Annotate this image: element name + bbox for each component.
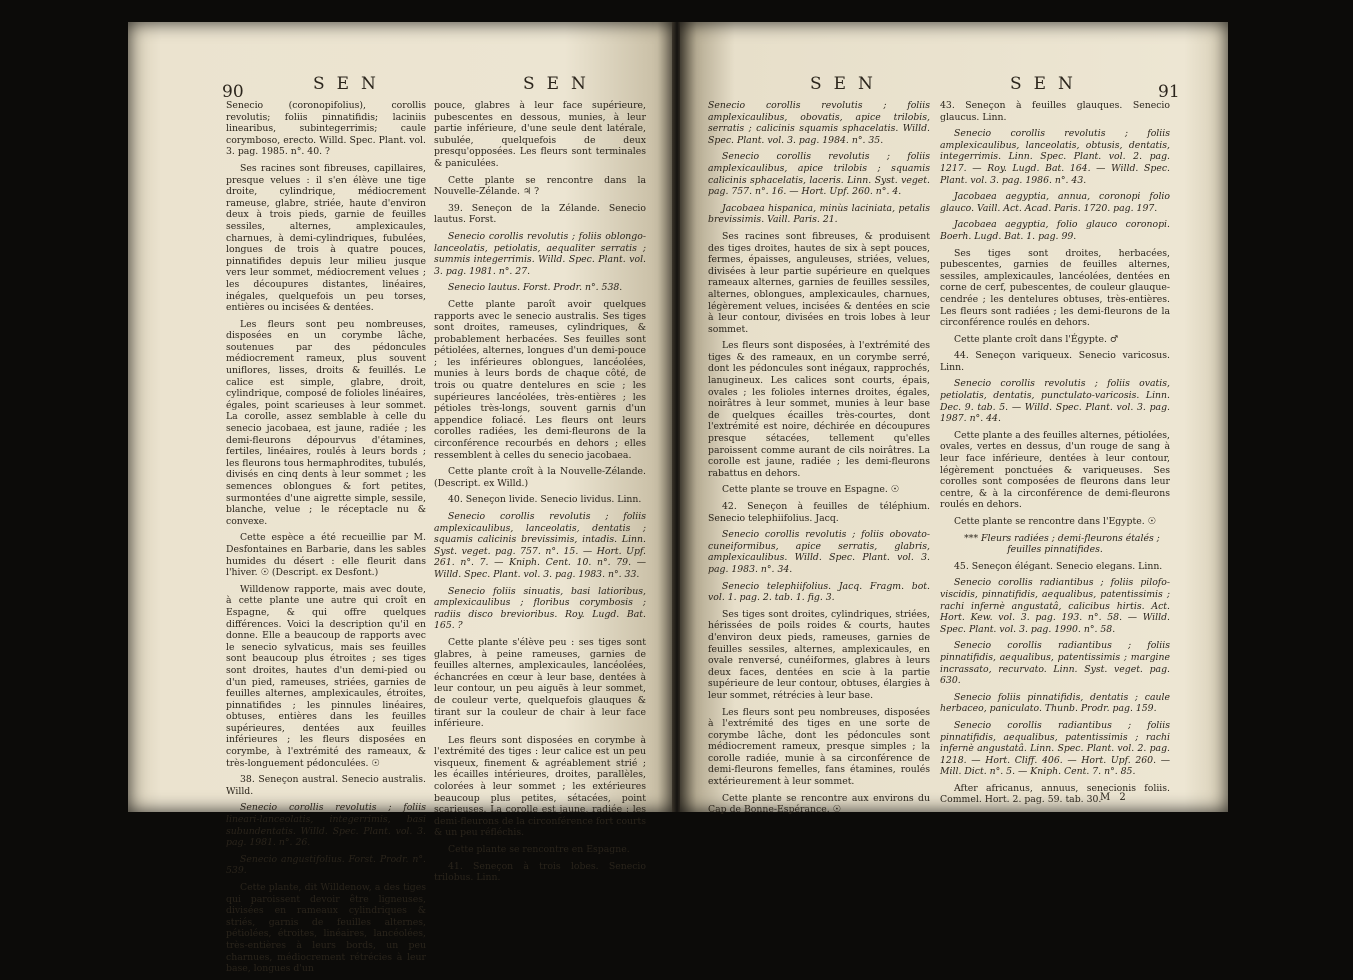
paragraph: Senecio corollis revolutis ; foliis oblongo-lanceolatis, petiolatis, aequaliter serratis ; summis integerrimis. Willd. Spec. Plant. vol. 3. pag. 1981. n°. 27. — [434, 230, 646, 277]
right-column-2 — [940, 100, 1170, 811]
paragraph: After africanus, annuus, senecionis foliis. Commel. Hort. 2. pag. 59. tab. 30. — [940, 782, 1170, 806]
paragraph: Ses tiges sont droites, herbacées, pubescentes, garnies de feuilles alternes, sessiles, amplexicaules, lancéolées, dentées en corne de cerf, pubescentes, de couleur glauque-cendrée ; les dentelures obtuses, très-entières. Les fleurs sont radiées ; les demi-fleurons de la circonférence roulés en dehors. — [940, 247, 1170, 329]
species-heading: 38. Seneçon austral. Senecio australis. Willd. — [226, 774, 426, 797]
paragraph: Willdenow rapporte, mais avec doute, à cette plante une autre qui croît en Espagne, & qui offre quelques différences. Voici la description qu'il en donne. Elle a beaucoup de rapports avec le senecio sylvaticus, mais ses feuilles sont beaucoup plus étroites ; ses tiges sont droites, hautes d'un demi-pied ou d'un pied, rameuses, striées, garnies de feuilles alternes, amplexicaules, étroites, pinnatifides ; les pinnules linéaires, obtuses, entières dans les feuilles supérieures, dentées aux feuilles inférieures ; les fleurs disposées en corymbe, à l'extrémité des rameaux, & très-longuement pédonculées. ☉ — [226, 583, 426, 769]
paragraph: Senecio corollis revolutis ; foliis amplexicaulibus, obovatis, apice trilobis, serratis ; calicinis squamis sphacelatis. Willd. Spec. Plant. vol. 3. pag. 1984. n°. 35. — [708, 100, 930, 146]
paragraph: Cette plante se rencontre dans l'Egypte. ☉ — [954, 516, 1156, 527]
left-running-head-1: SEN — [313, 74, 388, 94]
paragraph: Les fleurs sont disposées en corymbe à l'extrémité des tiges : leur calice est un peu visqueux, finement & agréablement strié ; les écailles intérieures, droites, parallèles, colorées à leur sommet ; les extérieures beaucoup plus petites, sétacées, point scarieuses. La corolle est jaune, radiée ; les demi-fleurons de la circonférence fort courts & un peu réfléchis. — [434, 734, 646, 839]
right-running-head-1: SEN — [810, 74, 885, 94]
paragraph: Senecio corollis radiantibus ; foliis pinnatifidis, aequalibus, patentissimis ; margine incrassato, recurvato. Linn. Syst. veget. pag. 630. — [940, 640, 1170, 687]
paragraph: Cette plante croît dans l'Égypte. ♂ — [954, 333, 1119, 345]
paragraph: Les fleurs sont disposées, à l'extrémité des tiges & des rameaux, en un corymbe serré, dont les pédoncules sont inégaux, rapprochés, lanugineux. Les calices sont courts, épais, ovales ; les folioles internes droites, égales, noirâtres à leur sommet, munies à leur base de quelques écailles très-courtes, dont l'extrémité est noire, déchirée en découpures presque sétacées, tellement qu'elles paroissent comme aurant de cils noirâtres. La corolle est jaune, radiée ; les demi-fleurons rabattus en dehors. — [708, 340, 930, 479]
right-running-head-2: SEN — [1010, 74, 1085, 94]
paragraph: Cette plante a des feuilles alternes, pétiolées, ovales, vertes en dessus, d'un rouge de sang à leur face inférieure, dentées à leur contour, légèrement ponctuées & variqueuses. Ses corolles sont composées de fleurons dans leur centre, & à la circonférence de demi-fleurons roulés en dehors. — [940, 429, 1170, 511]
left-page-number: 90 — [222, 82, 244, 102]
paragraph: Senecio telephiifolius. Jacq. Fragm. bot. vol. 1. pag. 2. tab. 1. fig. 3. — [708, 580, 930, 604]
section-heading: *** Fleurs radiées ; demi-fleurons étalés ; feuilles pinnatifides. — [964, 532, 1160, 556]
paragraph: Ses racines sont fibreuses, capillaires, presque velues : il s'en élève une tige droite, cylindrique, médiocrement rameuse, glabre, striée, haute d'environ deux à trois pieds, garnie de feuilles sessiles, alternes, amplexicaules, charnues, à demi-cylindriques, fubulées, longues de trois à quatre pouces, pinnatifides depuis leur milieu jusque vers leur sommet, médiocrement velues ; les découpures distantes, linéaires, inégales, quelquefois un peu torses, entières ou incisées & dentées. — [226, 162, 426, 314]
right-page — [680, 22, 1228, 816]
paragraph: Jacobaea aegyptia, folio glauco coronopi. Boerh. Lugd. Bat. 1. pag. 99. — [940, 219, 1170, 242]
paragraph: Senecio corollis radiantibus ; foliis pinnatifidis, aequalibus, patentissimis ; rachi infernè angustatâ. Linn. Spec. Plant. vol. 2. pag. 1218. — Hort. Cliff. 406. — Hort. Upf. 260. — Mill. Dict. n°. 5. — Kniph. Cent. 7. n°. 85. — [940, 719, 1170, 778]
paragraph: Senecio corollis revolutis ; foliis obovato-cuneiformibus, apice serratis, glabris, amplexicaulibus. Willd. Spec. Plant. vol. 3. pag. 1983. n°. 34. — [708, 529, 930, 575]
paragraph: Senecio corollis revolutis ; foliis amplexicaulibus, lanceolatis, dentatis ; squamis calicinis brevissimis, intadis. Linn. Syst. veget. pag. 757. n°. 15. — Hort. Upf. 261. n°. 7. — Kniph. Cent. 10. n°. 79. — Willd. Spec. Plant. vol. 3. pag. 1983. n°. 33. — [434, 511, 646, 580]
species-heading: 42. Seneçon à feuilles de téléphium. Senecio telephiifolius. Jacq. — [708, 501, 930, 524]
species-heading: 45. Seneçon élégant. Senecio elegans. Linn. — [954, 560, 1163, 572]
paragraph: Ses racines sont fibreuses, & produisent des tiges droites, hautes de six à sept pouces, fermes, épaisses, anguleuses, striées, velues, divisées à leur partie supérieure en quelques rameaux alternes, garnies de feuilles sessiles, alternes, oblongues, amplexicaules, charnues, légèrement velues, incisées & dentées en scie à leur contour, divisées en trois lobes à leur sommet. — [708, 230, 930, 335]
paragraph: Senecio lautus. Forst. Prodr. n°. 538. — [448, 282, 623, 294]
left-column-2 — [434, 100, 646, 889]
paragraph: Senecio corollis radiantibus ; foliis pilofo-viscidis, pinnatifidis, aequalibus, patentissimis ; rachi infernè angustatâ, calicibus hirtis. Act. Hort. Kew. vol. 3. pag. 193. n°. 58. — Willd. Spec. Plant. vol. 3. pag. 1990. n°. 58. — [940, 577, 1170, 635]
paragraph: pouce, glabres à leur face supérieure, pubescentes en dessous, munies, à leur partie inférieure, d'une seule dent latérale, subulée, quelquefois de deux presqu'opposées. Les fleurs sont terminales & paniculées. — [434, 100, 646, 169]
species-heading: 43. Seneçon à feuilles glauques. Senecio glaucus. Linn. — [940, 100, 1170, 123]
paragraph: Senecio corollis revolutis ; foliis amplexicaulibus, apice trilobis ; squamis calicinis sphacelatis, laceris. Linn. Syst. veget. pag. 757. n°. 16. — Hort. Upf. 260. n°. 4. — [708, 151, 930, 198]
signature-mark: M 2 — [1100, 792, 1129, 803]
left-running-head-2: SEN — [523, 74, 598, 94]
paragraph: Ses tiges sont droites, cylindriques, striées, hérissées de poils roides & courts, hautes d'environ deux pieds, rameuses, garnies de feuilles sessiles, alternes, amplexicaules, en ovale renversé, cunéiformes, glabres à leurs deux faces, dentées en scie à la partie supérieure de leur contour, obtuses, élargies à leur sommet, rétrécies à leur base. — [708, 608, 930, 701]
paragraph: Jacobaea aegyptia, annua, coronopi folio glauco. Vaill. Act. Acad. Paris. 1720. pag. 197. — [940, 191, 1170, 214]
paragraph: Cette plante croît à la Nouvelle-Zélande. (Descript. ex Willd.) — [434, 466, 646, 489]
right-page-number: 91 — [1158, 82, 1180, 102]
paragraph: Senecio corollis revolutis ; foliis ovatis, petiolatis, dentatis, punctulato-varicosis. Linn. Dec. 9. tab. 5. — Willd. Spec. Plant. vol. 3. pag. 1987. n°. 44. — [940, 378, 1170, 425]
paragraph: Senecio corollis revolutis ; foliis amplexicaulibus, lanceolatis, obtusis, dentatis, integerrimis. Linn. Spec. Plant. vol. 2. pag. 1217. — Roy. Lugd. Bat. 164. — Willd. Spec. Plant. vol. 3. pag. 1986. n°. 43. — [940, 128, 1170, 186]
right-column-1 — [708, 100, 930, 821]
paragraph: Cette plante paroît avoir quelques rapports avec le senecio australis. Ses tiges sont droites, rameuses, cylindriques, & probablement herbacées. Ses feuilles sont pétiolées, alternes, longues d'un demi-pouce ; les inférieures oblongues, lancéolées, munies à leurs bords de chaque côté, de trois ou quatre dentelures en scie ; les supérieures lancéolées, très-entières ; les pétioles très-longs, souvent garnis d'un appendice foliacé. Les fleurs ont leurs corolles radiées, les demi-fleurons de la circonférence recourbés en dehors ; elles ressemblent à celles du senecio jacobaea. — [434, 298, 646, 461]
paragraph: Senecio corollis revolutis ; foliis lineari-lanceolatis, integerrimis, basi subundentatis. Willd. Spec. Plant. vol. 3. pag. 1981. n°. 26. — [226, 802, 426, 849]
species-heading: 39. Seneçon de la Zélande. Senecio lautus. Forst. — [434, 202, 646, 226]
paragraph: Cette espèce a été recueillie par M. Desfontaines en Barbarie, dans les sables humides du désert : elle fleurit dans l'hiver. ☉ (Descript. ex Desfont.) — [226, 532, 426, 579]
paragraph: Senecio foliis pinnatifidis, dentatis ; caule herbaceo, paniculato. Thunb. Prodr. pag. 159. — [940, 691, 1170, 715]
paragraph: Cette plante se trouve en Espagne. ☉ — [722, 484, 900, 496]
paragraph: Cette plante s'élève peu : ses tiges sont glabres, à peine rameuses, garnies de feuilles alternes, amplexicaules, lancéolées, échancrées en cœur à leur base, dentées à leur contour, un peu aiguës à leur sommet, de couleur verte, quelquefois glauques & tirant sur la couleur de chair à leur face inférieure. — [434, 636, 646, 730]
paragraph: Cette plante se rencontre dans la Nouvelle-Zélande. ♃ ? — [434, 174, 646, 198]
species-heading: 40. Seneçon livide. Senecio lividus. Linn. — [448, 494, 642, 506]
paragraph: Senecio angustifolius. Forst. Prodr. n°. 539. — [226, 853, 426, 877]
left-column-1 — [226, 100, 426, 980]
paragraph: Cette plante se rencontre aux environs du Cap de Bonne-Espérance. ☉ — [708, 792, 930, 816]
paragraph: Les fleurs sont peu nombreuses, disposées à l'extrémité des tiges en une sorte de corymbe lâche, dont les pédoncules sont médiocrement rameux, presque simples ; la corolle radiée, munie à sa circonférence de demi-fleurons femelles, fans étamines, roulés extérieurement à leur sommet. — [708, 706, 930, 788]
species-heading: 41. Seneçon à trois lobes. Senecio trilobus. Linn. — [434, 860, 646, 884]
paragraph: Les fleurs sont peu nombreuses, disposées en un corymbe lâche, soutenues par des pédoncules médiocrement rameux, plus souvent uniflores, lisses, droits & feuillés. Le calice est simple, glabre, droit, cylindrique, composé de folioles linéaires, égales, point scarieuses à leur sommet. La corolle, assez semblable à celle du senecio jacobaea, est jaune, radiée ; les demi-fleurons dépourvus d'étamines, fertiles, linéaires, roulés à leurs bords ; les fleurons tous hermaphrodites, tubulés, divisés en cinq dents à leur sommet ; les semences oblongues & fort petites, surmontées d'une aigrette simple, sessile, blanche, velue ; le réceptacle nu & convexe. — [226, 318, 426, 527]
species-heading: 44. Seneçon variqueux. Senecio varicosus. Linn. — [940, 350, 1170, 373]
paragraph: Senecio foliis sinuatis, basi latioribus, amplexicaulibus ; floribus corymbosis ; radiis disco brevioribus. Roy. Lugd. Bat. 165. ? — [434, 585, 646, 632]
paragraph: Senecio (coronopifolius), corollis revolutis; foliis pinnatifidis; laciniis linearibus, subintegerrimis; caule corymboso, erecto. Willd. Spec. Plant. vol. 3. pag. 1985. n°. 40. ? — [226, 100, 426, 158]
paragraph: Jacobaea hispanica, minùs laciniata, petalis brevissimis. Vaill. Paris. 21. — [708, 202, 930, 226]
paragraph: Cette plante se rencontre en Espagne. — [448, 844, 630, 856]
paragraph: Cette plante, dit Willdenow, a des tiges qui paroissent devoir être ligneuses, divisées en rameaux cylindriques & striés, garnis de feuilles alternes, pétiolées, étroites, linéaires, lancéolées, très-entières à leurs bords, un peu charnues, médiocrement rétrécies à leur base, longues d'un — [226, 882, 426, 975]
left-page — [128, 22, 674, 975]
